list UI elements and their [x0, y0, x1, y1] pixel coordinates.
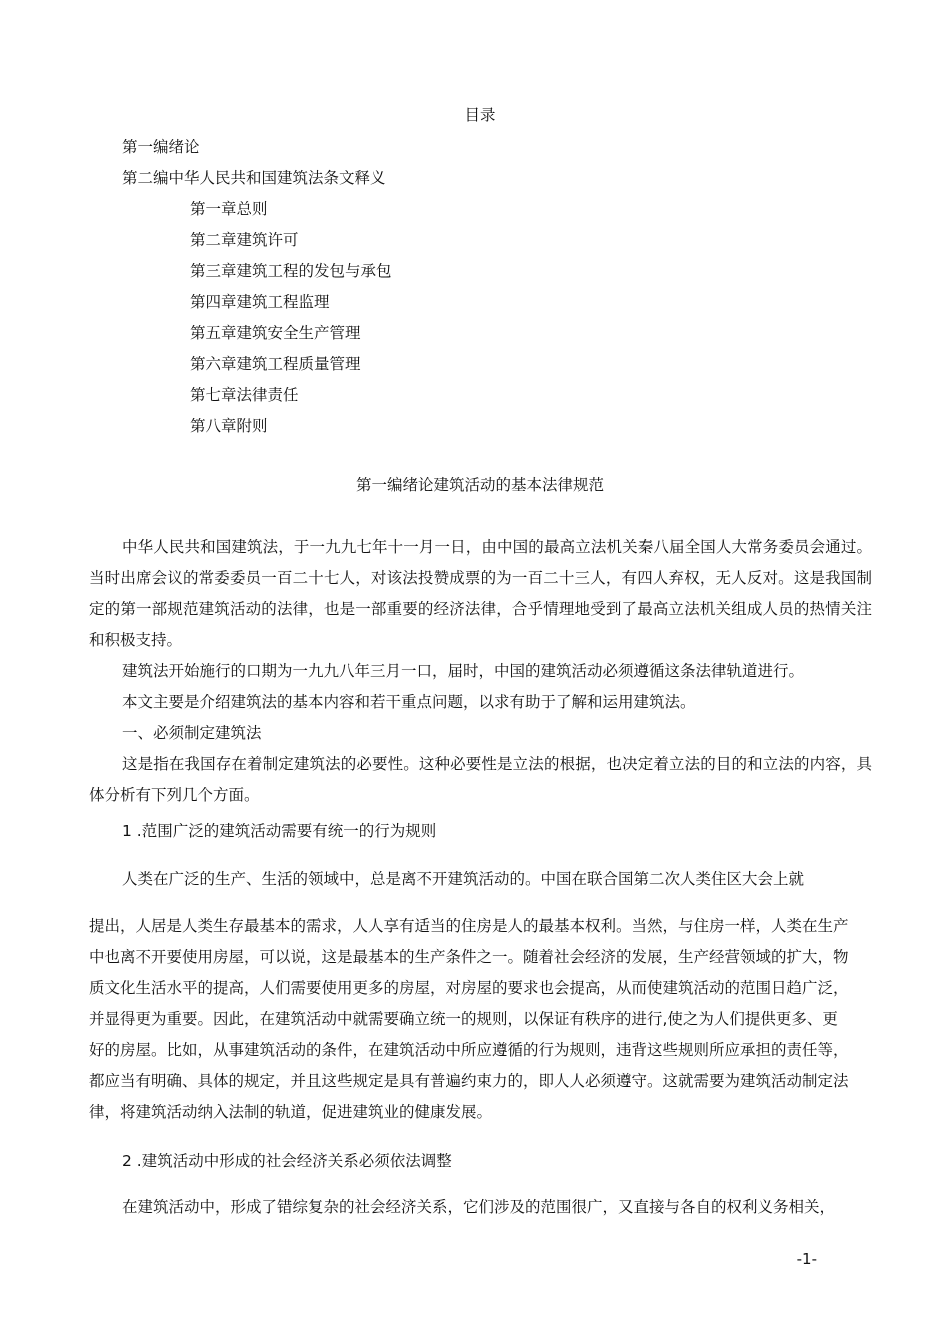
toc-chapter-7: 第七章法律责任 — [190, 386, 299, 404]
paragraph-line: 质文化生活水平的提高，人们需要使用更多的房屋，对房屋的要求也会提高，从而使建筑活动的范围日趋广泛， — [89, 979, 849, 997]
paragraph-human-settlement: 人类在广泛的生产、生活的领域中，总是离不开建筑活动的。中国在联合国第二次人类住区大会上就 — [122, 870, 805, 888]
paragraph-economic-relations: 在建筑活动中，形成了错综复杂的社会经济关系，它们涉及的范围很广，又直接与各自的权利义务相关， — [122, 1198, 836, 1216]
toc-chapter-3: 第三章建筑工程的发包与承包 — [190, 262, 392, 280]
paragraph-line: 中也离不开要使用房屋，可以说，这是最基本的生产条件之一。随着社会经济的发展，生产经营领域的扩大，物 — [89, 948, 849, 966]
toc-chapter-1: 第一章总则 — [190, 200, 268, 218]
section-title: 第一编绪论建筑活动的基本法律规范 — [355, 476, 604, 494]
toc-title: 目录 — [464, 106, 496, 124]
paragraph-intro: 中华人民共和国建筑法，于一九九七年十一月一日，由中国的最高立法机关秦八届全国人大常务委员会通过。当时出席会议的常委委员一百二十七人，对该法投赞成票的为一百二十三人，有四人弃权，无人反对。这是我国制定的第一部规范建筑活动的法律，也是一部重要的经济法律，合乎情理地受到了最高立法机关组成人员的热情关注和积极支持。 — [89, 538, 872, 649]
paragraph-line: 都应当有明确、具体的规定，并且这些规定是具有普遍约束力的，即人人必须遵守。这就需要为建筑活动制定法 — [89, 1072, 849, 1090]
toc-chapter-5: 第五章建筑安全生产管理 — [190, 324, 361, 342]
toc-part-1: 第一编绪论 — [122, 138, 200, 156]
paragraph-line: 好的房屋。比如，从事建筑活动的条件，在建筑活动中所应遵循的行为规则，违背这些规则所应承担的责任等， — [89, 1041, 849, 1059]
paragraph-line: 并显得更为重要。因此，在建筑活动中就需要确立统一的规则，以保证有秩序的进行,使之为人们提供更多、更 — [89, 1010, 838, 1028]
toc-chapter-6: 第六章建筑工程质量管理 — [190, 355, 361, 373]
toc-chapter-4: 第四章建筑工程监理 — [190, 293, 330, 311]
paragraph-purpose: 本文主要是介绍建筑法的基本内容和若干重点问题，以求有助于了解和运用建筑法。 — [122, 693, 696, 711]
item-heading-1: 1 .范围广泛的建筑活动需要有统一的行为规则 — [122, 822, 437, 840]
item-heading-2: 2 .建筑活动中形成的社会经济关系必须依法调整 — [122, 1152, 452, 1170]
toc-chapter-8: 第八章附则 — [190, 417, 268, 435]
heading-necessity: 一、必须制定建筑法 — [122, 724, 262, 742]
paragraph-line: 提出，人居是人类生存最基本的需求，人人享有适当的住房是人的最基本权利。当然，与住房一样，人类在生产 — [89, 917, 849, 935]
paragraph-line: 律，将建筑活动纳入法制的轨道，促进建筑业的健康发展。 — [89, 1103, 493, 1121]
toc-part-2: 第二编中华人民共和国建筑法条文释义 — [122, 169, 386, 187]
page-number: -1- — [796, 1250, 817, 1268]
paragraph-effective-date: 建筑法开始施行的口期为一九九八年三月一口，届时，中国的建筑活动必须遵循这条法律轨道进行。 — [122, 662, 805, 680]
paragraph-necessity: 这是指在我国存在着制定建筑法的必要性。这种必要性是立法的根据，也决定着立法的目的和立法的内容，具体分析有下列几个方面。 — [89, 755, 872, 804]
toc-chapter-2: 第二章建筑许可 — [190, 231, 299, 249]
